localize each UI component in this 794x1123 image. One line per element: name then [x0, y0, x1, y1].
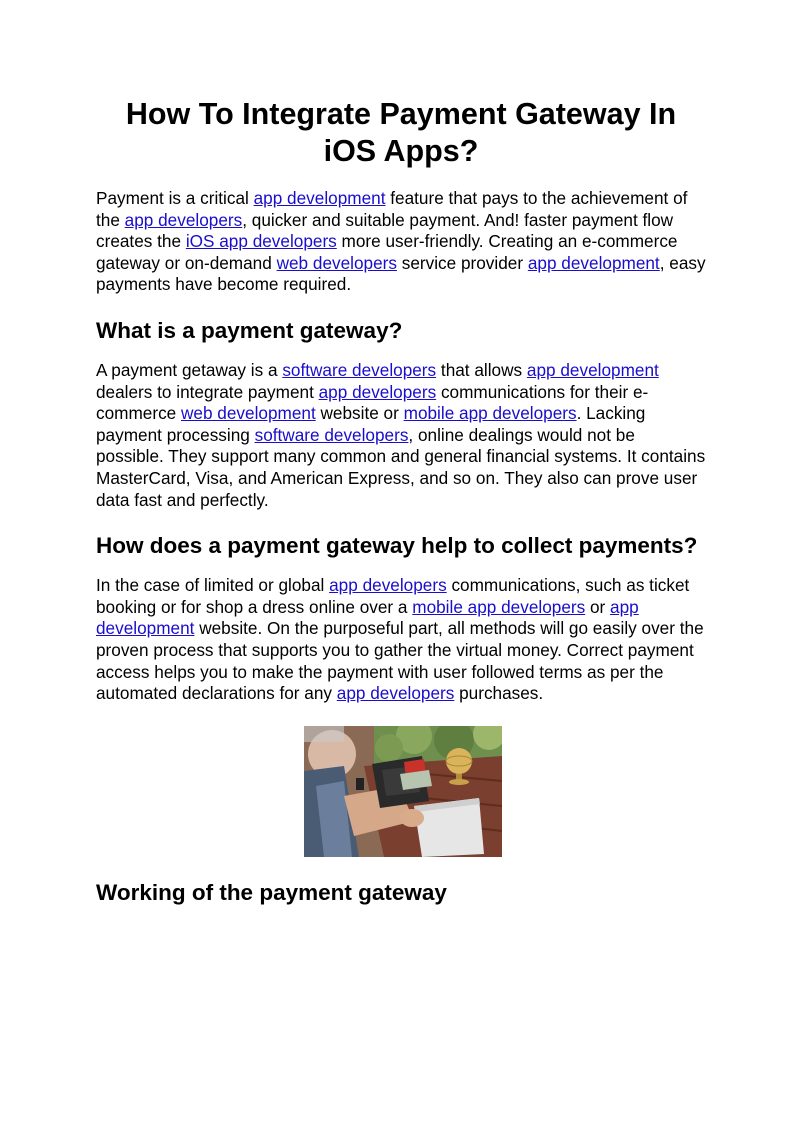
section2-text-3: or	[585, 596, 611, 617]
page-title	[96, 96, 706, 170]
link-app-development[interactable]: app development	[527, 252, 660, 273]
link-software-developers[interactable]: software developers	[254, 424, 409, 445]
section2-text-4: website. On the purposeful part, all methods will go easily over the proven process that supports you to gather the virtual money. Correct payment access helps you to make the payment with user followed terms as per the automated declarations for any	[96, 618, 704, 704]
link-app-developers[interactable]: app developers	[329, 575, 447, 596]
intro-text-2: feature that pays to the achievement of the	[96, 188, 688, 230]
document-page	[96, 96, 706, 922]
section1-text-6: . Lacking payment processing	[96, 403, 646, 445]
link-software-developers[interactable]: software developers	[282, 359, 437, 380]
section-heading-working: Working of the payment gateway	[96, 879, 447, 905]
page-title-line-2: iOS Apps?	[323, 134, 479, 168]
section1-text-2: that allows	[436, 359, 527, 380]
intro-paragraph	[96, 188, 706, 296]
link-web-development[interactable]: web development	[181, 403, 316, 424]
section-heading-what-is: What is a payment gateway?	[96, 317, 403, 343]
section-heading-how-does: How does a payment gateway help to collect payments?	[96, 533, 698, 559]
section1-text-4: communications for their e-commerce	[96, 381, 649, 424]
link-web-developers[interactable]: web developers	[276, 252, 397, 273]
intro-text-3: , quicker and suitable payment. And! faster payment flow creates the	[96, 209, 674, 252]
link-app-developers[interactable]: app developers	[318, 381, 437, 402]
section2-text-2: communications, such as ticket booking or for shop a dress online over a	[96, 575, 690, 617]
section2-text-5: purchases.	[454, 683, 544, 704]
intro-text-5: service provider	[396, 252, 528, 273]
intro-text-4: more user-friendly. Creating an e-commerce gateway or on-demand	[96, 231, 678, 273]
section2-text-1: In the case of limited or global	[96, 575, 330, 596]
link-app-development[interactable]: app development	[96, 596, 639, 639]
section1-text-7: , online dealings would not be possible. They support many common and general financial systems. It contains MasterCard, Visa, and American Express, and so on. They also can prove user data fast and perfectly.	[96, 424, 706, 510]
link-ios-app-developers[interactable]: iOS app developers	[185, 231, 337, 252]
link-mobile-app-developers[interactable]: mobile app developers	[403, 403, 577, 424]
link-app-developers[interactable]: app developers	[124, 209, 243, 230]
link-app-development[interactable]: app development	[526, 359, 659, 380]
link-app-developers[interactable]: app developers	[336, 683, 455, 704]
link-mobile-app-developers[interactable]: mobile app developers	[412, 596, 586, 617]
link-app-development[interactable]: app development	[253, 188, 386, 208]
section1-paragraph	[96, 360, 706, 511]
section2-paragraph	[96, 575, 706, 705]
section1-text-1: A payment getaway is a	[96, 359, 283, 380]
section1-text-3: dealers to integrate payment	[96, 381, 319, 402]
payment-photo	[304, 726, 502, 857]
intro-text-1: Payment is a critical	[96, 188, 254, 208]
payment-photo-illustration	[304, 726, 502, 857]
section1-text-5: website or	[315, 403, 404, 424]
intro-text-6: , easy payments have become required.	[96, 252, 706, 295]
page-title-line-1: How To Integrate Payment Gateway In	[125, 97, 677, 131]
